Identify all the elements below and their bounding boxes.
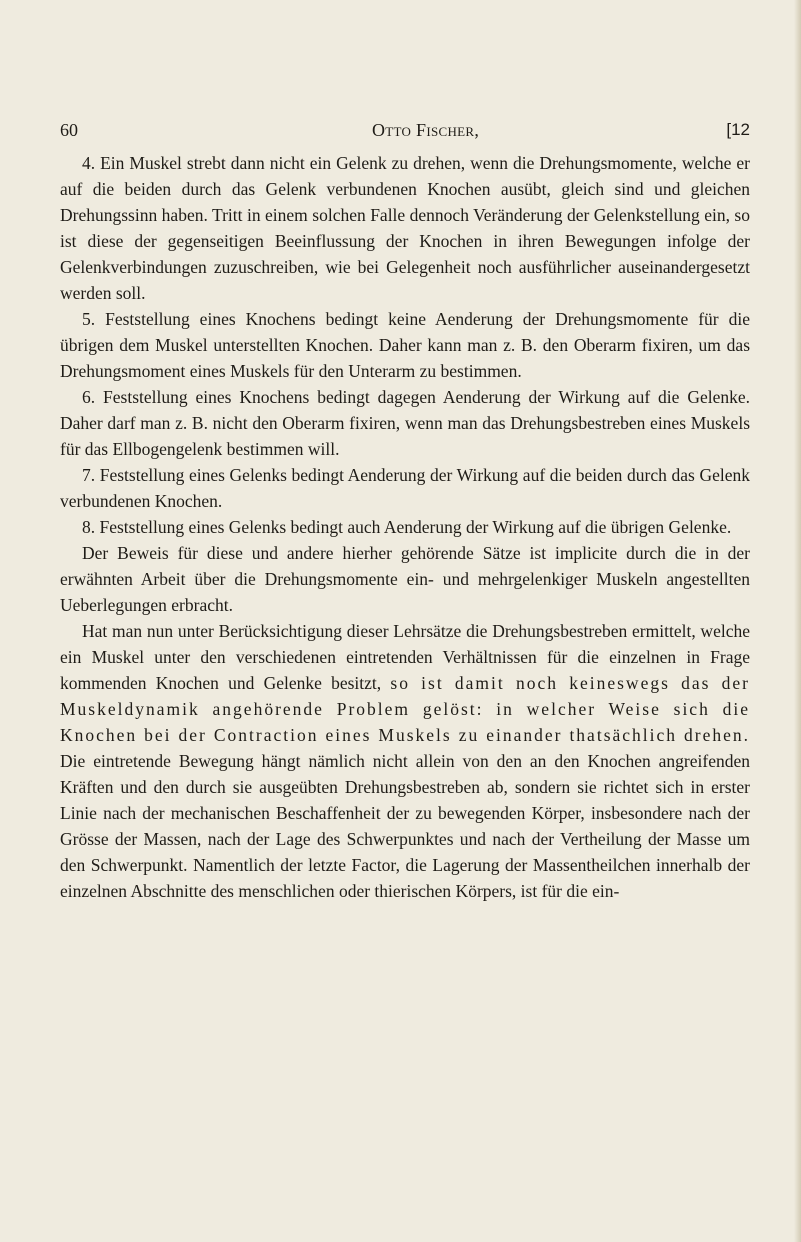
section-mark: [12	[726, 120, 750, 139]
page-header	[60, 120, 750, 144]
paragraph-8: 8. Feststellung eines Gelenks bedingt auch Aenderung der Wirkung auf die übrigen Gelenke.	[82, 517, 732, 537]
paragraph-10-emphasis: so ist damit noch keineswegs das der Muskeldynamik angehörende Problem gelöst: in welcher Weise sich die Knochen bei der Contraction eines Muskels zu einander thatsächlich drehen.	[60, 673, 751, 745]
paragraph-7: 7. Feststellung eines Gelenks bedingt Aenderung der Wirkung auf die beiden durch das Gelenk verbundenen Knochen.	[60, 465, 750, 511]
paragraph-10-part1: Hat man nun unter Berücksichtigung dieser Lehrsätze die Drehungsbestreben ermittelt, welche ein Muskel unter den verschiedenen eintretenden Verhältnissen für die einzelnen in Frage kommenden Knochen und Gelenke besitzt,	[60, 621, 750, 693]
paragraph-10-part2: Die eintretende Bewegung hängt nämlich nicht allein von den an den Knochen angreifenden Kräften und den durch sie ausgeübten Drehungsbestreben ab, sondern sie richtet sich in erster Linie nach der mechanischen Beschaffenheit der zu bewegenden Körper, insbesondere nach der Grösse der Massen, nach der Lage des Schwerpunktes und nach der Vertheilung der Masse um den Schwerpunkt. Namentlich der letzte Factor, die Lagerung der Massentheilchen innerhalb der einzelnen Abschnitte des menschlichen oder thierischen Körpers, ist für die ein-	[60, 751, 750, 901]
page-number: 60	[60, 120, 78, 140]
paragraph-6: 6. Feststellung eines Knochens bedingt dagegen Aenderung der Wirkung auf die Gelenke. Daher darf man z. B. nicht den Oberarm fixiren, wenn man das Drehungsbestreben eines Muskels für das Ellbogengelenk bestimmen will.	[60, 387, 750, 459]
paragraph-5: 5. Feststellung eines Knochens bedingt keine Aenderung der Drehungsmomente für die übrigen dem Muskel unterstellten Knochen. Daher kann man z. B. den Oberarm fixiren, um das Drehungsmoment eines Muskels für den Unterarm zu bestimmen.	[60, 309, 750, 381]
body-text	[60, 150, 750, 904]
running-head: Otto Fischer,	[372, 120, 480, 140]
paragraph-4: 4. Ein Muskel strebt dann nicht ein Gelenk zu drehen, wenn die Drehungsmomente, welche er auf die beiden durch das Gelenk verbundenen Knochen ausübt, gleich sind und gleichen Drehungssinn haben. Tritt in einem solchen Falle dennoch Veränderung der Gelenkstellung ein, so ist diese der gegenseitigen Beeinflussung der Knochen in ihren Bewegungen infolge der Gelenkverbindungen zuzuschreiben, wie bei Gelegenheit noch ausführlicher auseinandergesetzt werden soll.	[60, 153, 750, 303]
page-edge-shadow	[794, 0, 801, 1242]
paragraph-9: Der Beweis für diese und andere hierher gehörende Sätze ist implicite durch die in der erwähnten Arbeit über die Drehungsmomente ein- und mehrgelenkiger Muskeln angestellten Ueberlegungen erbracht.	[60, 543, 750, 615]
paragraph-10	[60, 618, 750, 904]
